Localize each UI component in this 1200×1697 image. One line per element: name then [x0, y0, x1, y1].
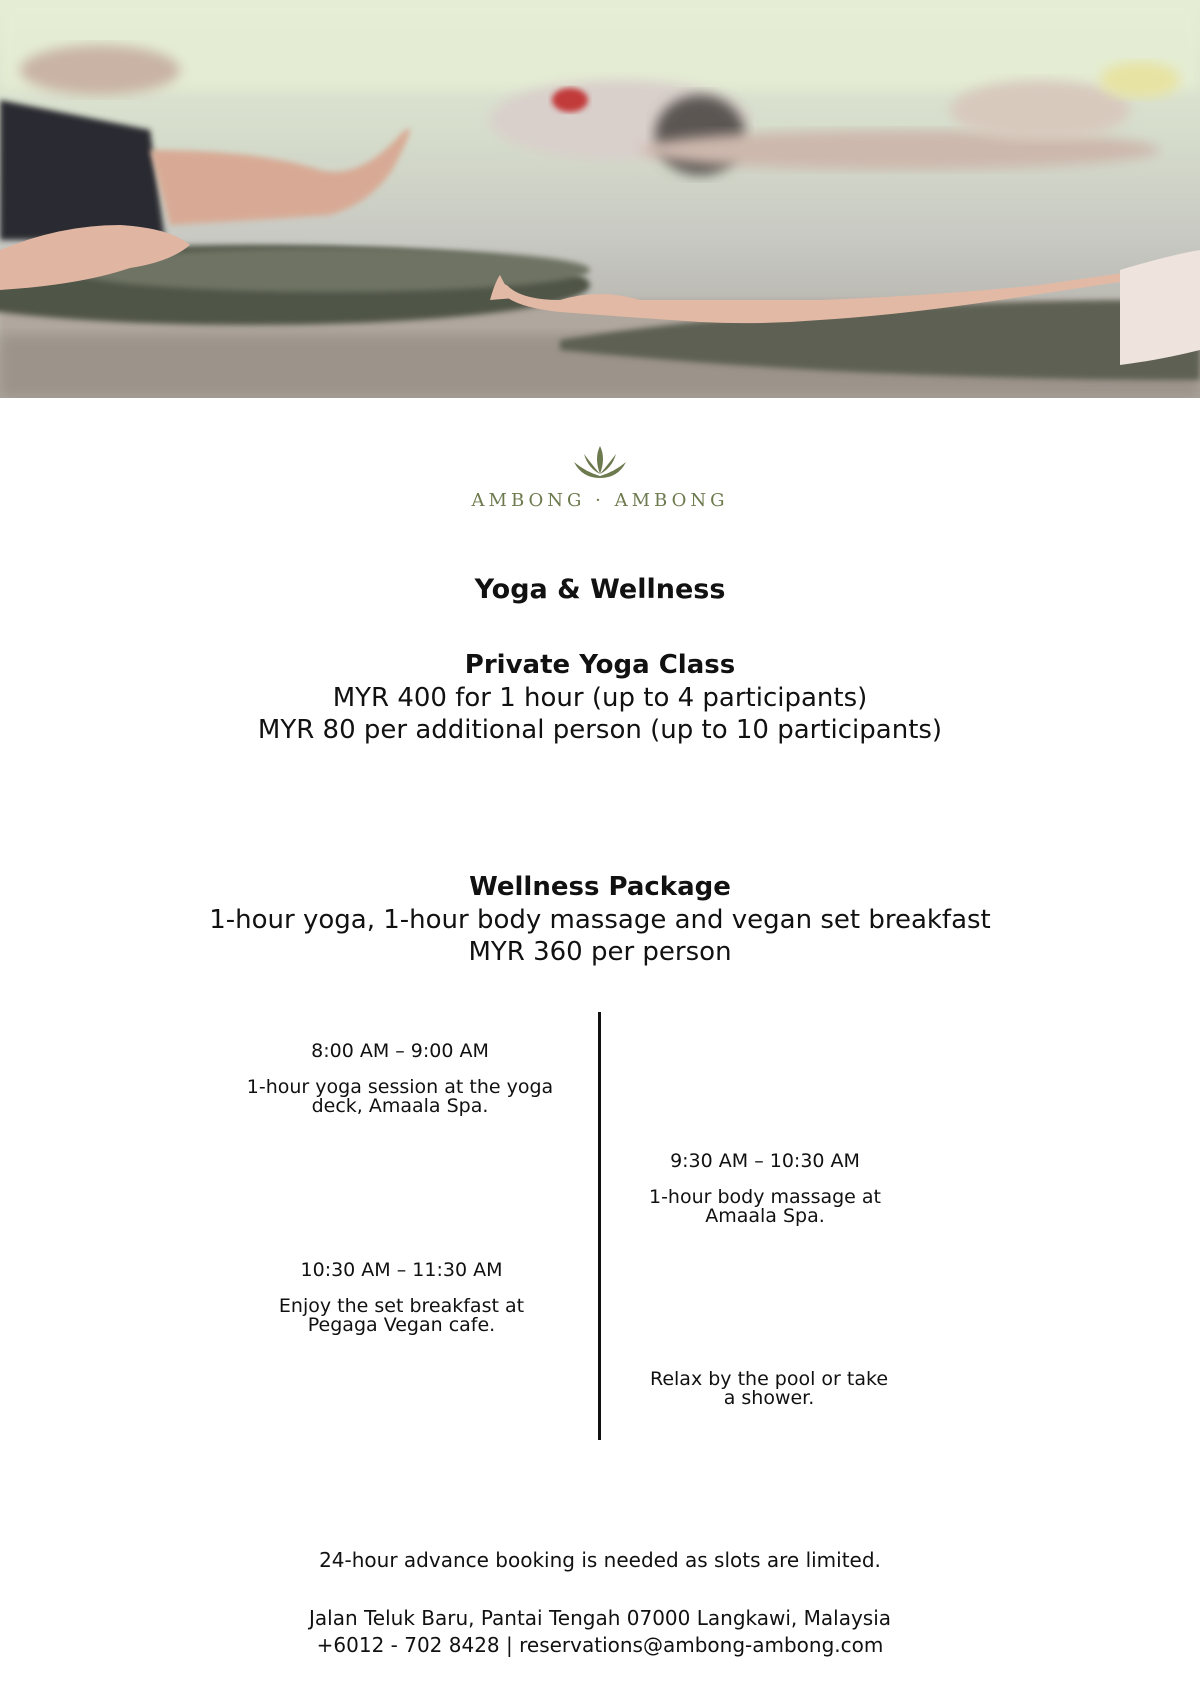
schedule-desc-line: Enjoy the set breakfast at: [278, 1295, 525, 1317]
schedule-item: [600, 1370, 938, 1408]
schedule-item: [600, 1150, 930, 1226]
schedule-desc-line: a shower.: [723, 1387, 815, 1409]
schedule-item: [200, 1040, 600, 1116]
contact-info: +6012 - 702 8428 | reservations@ambong-ambong.com: [316, 1633, 884, 1657]
lotus-icon: [572, 444, 628, 482]
private-class-title: Private Yoga Class: [464, 650, 736, 680]
schedule-time: 10:30 AM – 11:30 AM: [300, 1259, 503, 1281]
schedule-description: [200, 1078, 600, 1116]
private-class-price: MYR 400 for 1 hour (up to 4 participants): [332, 683, 868, 713]
package-title: Wellness Package: [469, 872, 731, 902]
schedule-desc-line: 1-hour body massage at: [648, 1186, 881, 1208]
private-class-extra-price: MYR 80 per additional person (up to 10 participants): [257, 715, 943, 745]
address: Jalan Teluk Baru, Pantai Tengah 07000 Langkawi, Malaysia: [308, 1606, 892, 1630]
schedule-desc-line: Relax by the pool or take: [649, 1368, 889, 1390]
schedule-desc-line: deck, Amaala Spa.: [311, 1095, 489, 1117]
schedule-description: [600, 1370, 938, 1408]
yoga-class-photo: [0, 0, 1200, 398]
page-title: Yoga & Wellness: [474, 574, 726, 605]
schedule-desc-line: Pegaga Vegan cafe.: [307, 1314, 496, 1336]
schedule-desc-line: 1-hour yoga session at the yoga: [246, 1076, 554, 1098]
brand-name: AMBONG · AMBONG: [471, 490, 729, 511]
brand-logo: [0, 444, 1200, 511]
schedule-item: [200, 1259, 603, 1335]
schedule-description: [600, 1188, 930, 1226]
package-description: 1-hour yoga, 1-hour body massage and vegan set breakfast: [209, 905, 991, 935]
hero-photo: [0, 0, 1200, 398]
package-price: MYR 360 per person: [468, 937, 732, 967]
booking-note: 24-hour advance booking is needed as slots are limited.: [319, 1548, 881, 1572]
schedule-time: 9:30 AM – 10:30 AM: [670, 1150, 860, 1172]
schedule-desc-line: Amaala Spa.: [705, 1205, 825, 1227]
schedule-description: [200, 1297, 603, 1335]
schedule-time: 8:00 AM – 9:00 AM: [311, 1040, 489, 1062]
